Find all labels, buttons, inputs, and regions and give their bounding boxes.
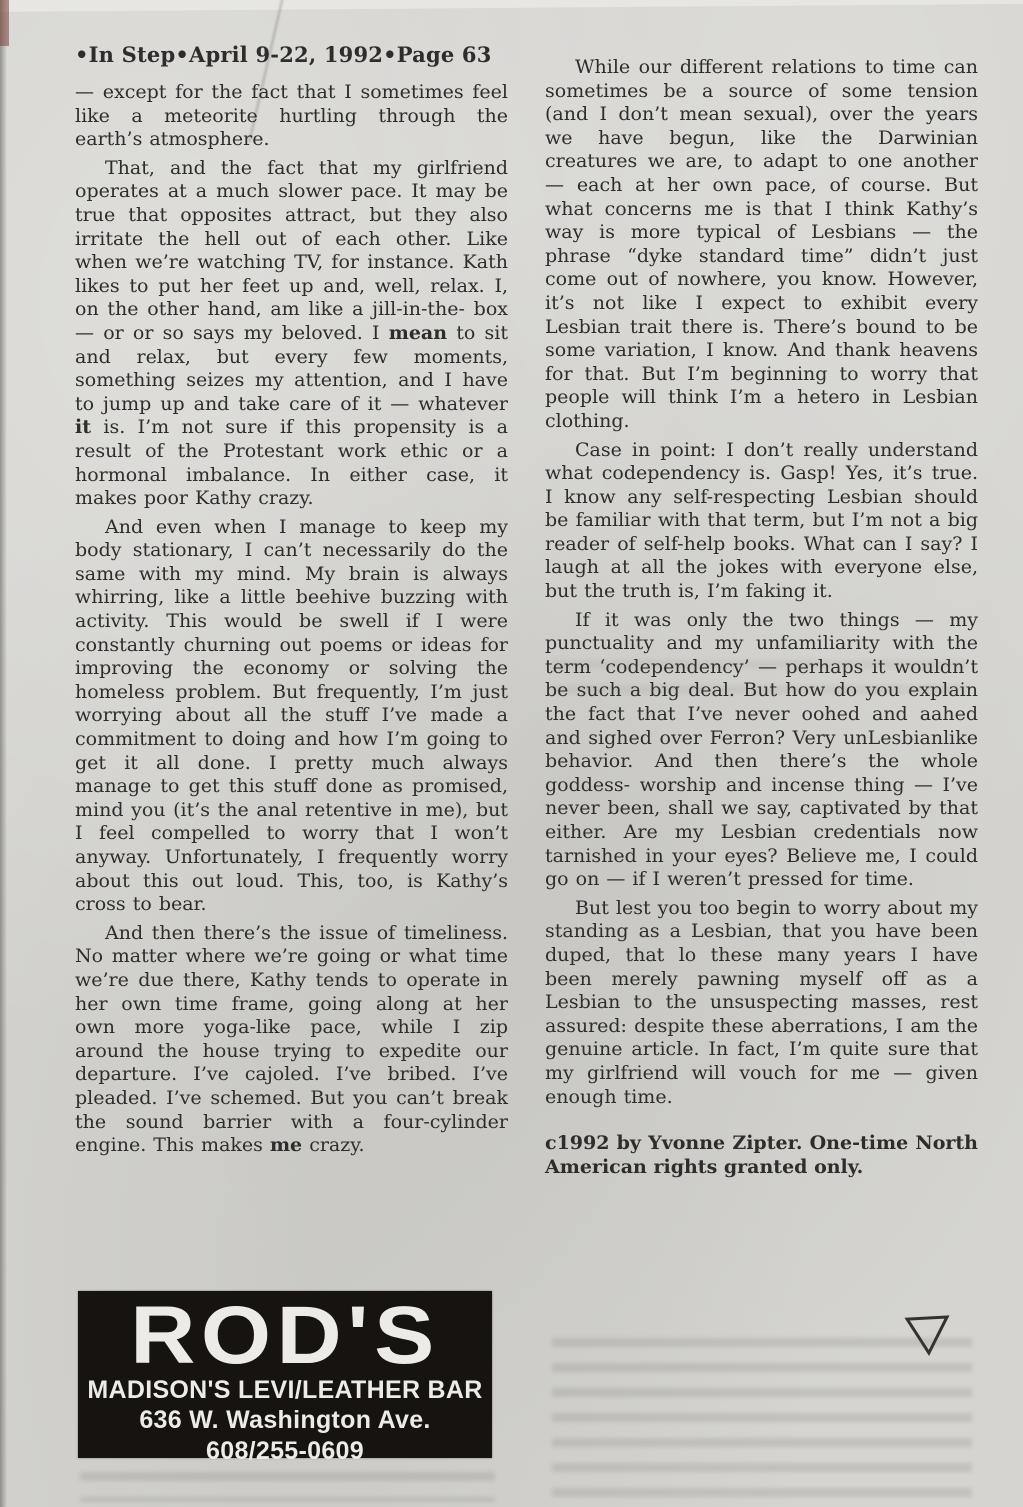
ad-subtitle: MADISON'S LEVI/LEATHER BAR xyxy=(87,1375,483,1404)
article-paragraph: And even when I manage to keep my body stationary, I can’t necessarily do the same with my mind. My brain is always whirring, like a little beehive buzzing with activity. This would be swell if I were constantly churning out poems or ideas for improving the economy or solving the homeless problem. But frequently, I’m just worrying about all the stuff I’ve made a commitment to doing and how I’m going to get it all done. I pretty much always manage to get this stuff done as promised, mind you (it’s the anal retentive in me), but I feel compelled to worry that I won’t anyway. Unfortunately, I frequently worry about this out loud. This, too, is Kathy’s cross to bear. xyxy=(75,515,508,916)
bleedthrough-text-left xyxy=(80,1472,495,1502)
bleedthrough-text-mid xyxy=(552,660,967,700)
copyright-credit: c1992 by Yvonne Zipter. One-time North American rights granted only. xyxy=(545,1132,978,1179)
article-paragraph: That, and the fact that my girlfriend operates at a much slower pace. It may be true that opposites attract, but they also irritate the hell out of each other. Like when we’re watching TV, for instance. Kath likes to put her feet up and, well, relax. I, on the other hand, am like a jill-in-the- box — or or so says my beloved. I mean to sit and relax, but every few moments, something seizes my attention, and I have to jump up and take care of it — whatever it is. I’m not sure if this propensity is a result of the Protestant work ethic or a hormonal imbalance. In either case, it makes poor Kathy crazy. xyxy=(75,156,508,510)
bleedthrough-text-right xyxy=(552,1338,972,1498)
left-column xyxy=(75,42,508,1163)
ad-phone: 608/255-0609 xyxy=(206,1436,364,1465)
article-paragraph: And then there’s the issue of timeliness. No matter where we’re going or what time we’re due there, Kathy tends to operate in her own time frame, going along at her own more yoga-like pace, while I zip around the house trying to expedite our departure. I’ve cajoled. I’ve bribed. I’ve pleaded. I’ve schemed. But you can’t break the sound barrier with a four-cylinder engine. This makes me crazy. xyxy=(75,921,508,1157)
right-column xyxy=(545,56,978,1179)
page-header: •In Step•April 9-22, 1992•Page 63 xyxy=(75,42,492,67)
scan-left-edge xyxy=(0,0,7,1507)
article-paragraph: Case in point: I don’t really understand what codependency is. Gasp! Yes, it’s true. I know any self-respecting Lesbian should be familiar with that term, but I’m not a big reader of self-help books. What can I say? I laugh at all the jokes with everyone else, but the truth is, I’m faking it. xyxy=(545,438,978,603)
article-paragraph: — except for the fact that I sometimes feel like a meteorite hurtling through the earth’s atmosphere. xyxy=(75,81,508,151)
article-paragraph: While our different relations to time can sometimes be a source of some tension (and I don’t mean sexual), over the years we have begun, like the Darwinian creatures we are, to adapt to one another — each at her own pace, of course. But what concerns me is that I think Kathy’s way is more typical of Lesbians — the phrase “dyke standard time” didn’t just come out of nowhere, you know. However, it’s not like I expect to exhibit every Lesbian trait there is. There’s bound to be some variation, I know. And thank heavens for that. But I’m beginning to worry that people will think I’m a hetero in Lesbian clothing. xyxy=(545,56,978,432)
ad-title: ROD'S xyxy=(130,1290,440,1381)
scan-top-edge xyxy=(0,0,1023,12)
article-paragraph: But lest you too begin to worry about my standing as a Lesbian, that you have been duped, that lo these many years I have been merely pawning myself off as a Lesbian to the unsuspecting masses, rest assured: despite these aberrations, I am the genuine article. In fact, I’m quite sure that my girlfriend will vouch for me — given enough time. xyxy=(545,896,978,1108)
scan-corner-mark xyxy=(0,0,9,46)
right-column-text xyxy=(545,56,978,1109)
ad-address: 636 W. Washington Ave. xyxy=(139,1406,431,1435)
left-column-text xyxy=(75,81,508,1158)
article-paragraph: If it was only the two things — my punctuality and my unfamiliarity with the term ‘codependency’ — perhaps it wouldn’t be such a big deal. But how do you explain the fact that I’ve never oohed and aahed and sighed over Ferron? Very unLesbianlike behavior. And then there’s the whole goddess- worship and incense thing — I’ve never been, shall we say, captivated by that either. Are my Lesbian credentials now tarnished in your eyes? Believe me, I could go on — if I weren’t pressed for time. xyxy=(545,608,978,891)
rods-bar-ad xyxy=(78,1290,492,1465)
